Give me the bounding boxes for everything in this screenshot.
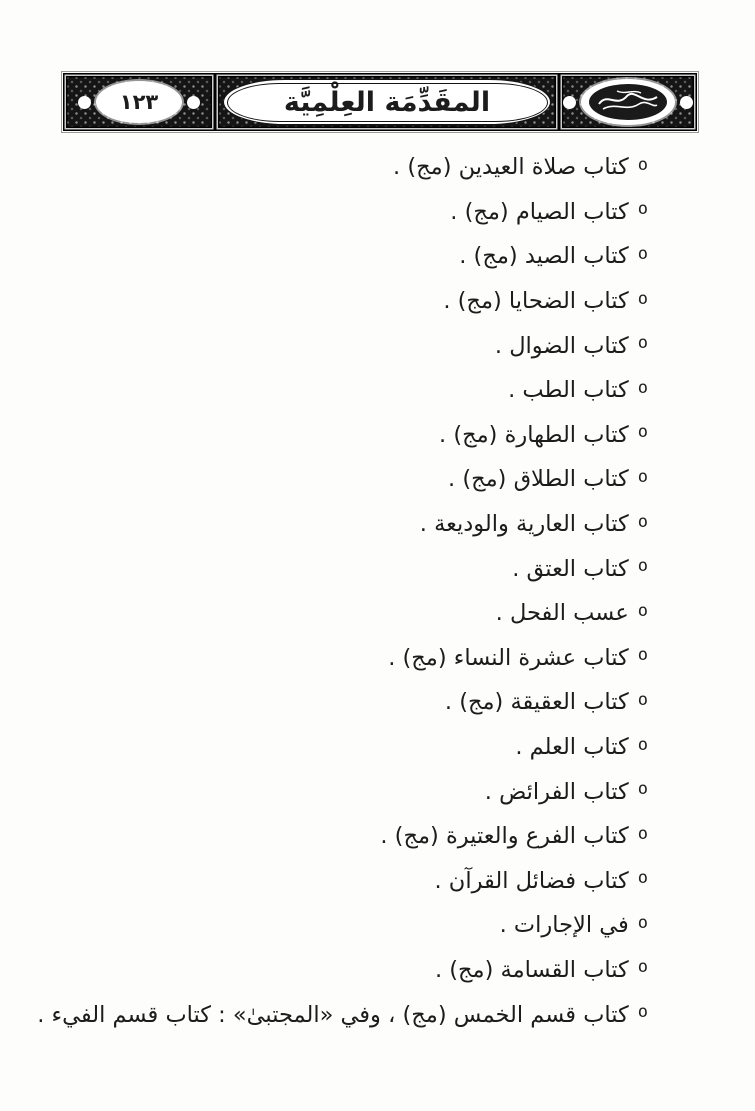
page-title: المقَدِّمَة العِلْمِيَّة: [283, 86, 491, 118]
list-item: [40, 234, 648, 279]
header-title-block: [215, 73, 559, 131]
list-item: [40, 546, 648, 591]
list-bullet: o: [637, 422, 648, 443]
list-item-text: كتاب القسامة (مج) .: [434, 956, 629, 983]
list-item-text: في الإجارات .: [499, 912, 629, 939]
list-item: [40, 903, 648, 948]
list-bullet: o: [637, 823, 648, 844]
list-item-text: كتاب فضائل القرآن .: [434, 867, 629, 894]
list-bullet: o: [637, 511, 648, 532]
list-item-text: كتاب الضوال .: [494, 332, 629, 359]
list-bullet: o: [637, 199, 648, 220]
list-item: [40, 190, 648, 235]
list-item-text: كتاب الصيد (مج) .: [459, 243, 629, 270]
list-bullet: o: [637, 868, 648, 889]
list-item: [37, 992, 648, 1037]
list-item: [40, 591, 648, 636]
list-item: [40, 368, 648, 413]
list-bullet: o: [637, 466, 648, 487]
list-item-text: كتاب عشرة النساء (مج) .: [388, 644, 629, 671]
list-bullet: o: [637, 734, 648, 755]
list-item-text: عسب الفحل .: [495, 600, 629, 627]
list-bullet: o: [637, 600, 648, 621]
list-item: [40, 279, 648, 324]
list-item: [40, 769, 648, 814]
ornament-dot-icon: [78, 96, 91, 109]
list-item: [40, 636, 648, 681]
list-item-text: كتاب العقيقة (مج) .: [444, 689, 629, 716]
list-item: [40, 814, 648, 859]
publisher-seal-icon: [587, 82, 669, 122]
list-item: [40, 948, 648, 993]
list-bullet: o: [637, 957, 648, 978]
list-bullet: o: [637, 243, 648, 264]
list-bullet: o: [637, 645, 648, 666]
page-number: ١٢٣: [119, 90, 159, 114]
list-bullet: o: [637, 288, 648, 309]
list-bullet: o: [637, 779, 648, 800]
header-band: [63, 73, 697, 131]
ornament-dot-icon: [187, 96, 200, 109]
list-bullet: o: [637, 556, 648, 577]
list-item: [40, 145, 648, 190]
ornament-dot-icon: [680, 96, 693, 109]
page-number-cartouche: [96, 81, 182, 123]
list-item-text: كتاب العتق .: [512, 555, 629, 582]
list-item: [40, 725, 648, 770]
list-bullet: o: [637, 912, 648, 933]
list-item: [40, 457, 648, 502]
list-item-text: كتاب الفرع والعتيرة (مج) .: [380, 823, 629, 850]
list-bullet: o: [637, 377, 648, 398]
list-item: [40, 323, 648, 368]
list-item-text: كتاب الضحايا (مج) .: [443, 288, 629, 315]
header-seal-block: [559, 73, 697, 131]
list-item-text: كتاب الطلاق (مج) .: [448, 466, 629, 493]
list-bullet: o: [637, 333, 648, 354]
list-item-text: كتاب الطهارة (مج) .: [439, 421, 629, 448]
seal-medallion: [581, 79, 675, 125]
book-list: [37, 145, 648, 1037]
list-item-text: كتاب قسم الخمس (مج) ، وفي «المجتبىٰ» : كتاب قسم الفيء .: [37, 1001, 629, 1028]
list-item-text: كتاب الطب .: [508, 377, 629, 404]
list-bullet: o: [637, 689, 648, 710]
header-page-number-block: [63, 73, 215, 131]
list-item-text: كتاب العارية والوديعة .: [419, 511, 629, 538]
list-item: [40, 413, 648, 458]
list-item: [40, 502, 648, 547]
list-bullet: o: [637, 1002, 648, 1023]
list-item-text: كتاب العلم .: [515, 734, 629, 761]
list-item: [40, 859, 648, 904]
list-item: [40, 680, 648, 725]
list-item-text: كتاب صلاة العيدين (مج) .: [393, 154, 629, 181]
title-cartouche: [223, 79, 551, 125]
list-bullet: o: [637, 154, 648, 175]
list-item-text: كتاب الصيام (مج) .: [450, 198, 629, 225]
list-item-text: كتاب الفرائض .: [484, 778, 629, 805]
ornament-dot-icon: [563, 96, 576, 109]
